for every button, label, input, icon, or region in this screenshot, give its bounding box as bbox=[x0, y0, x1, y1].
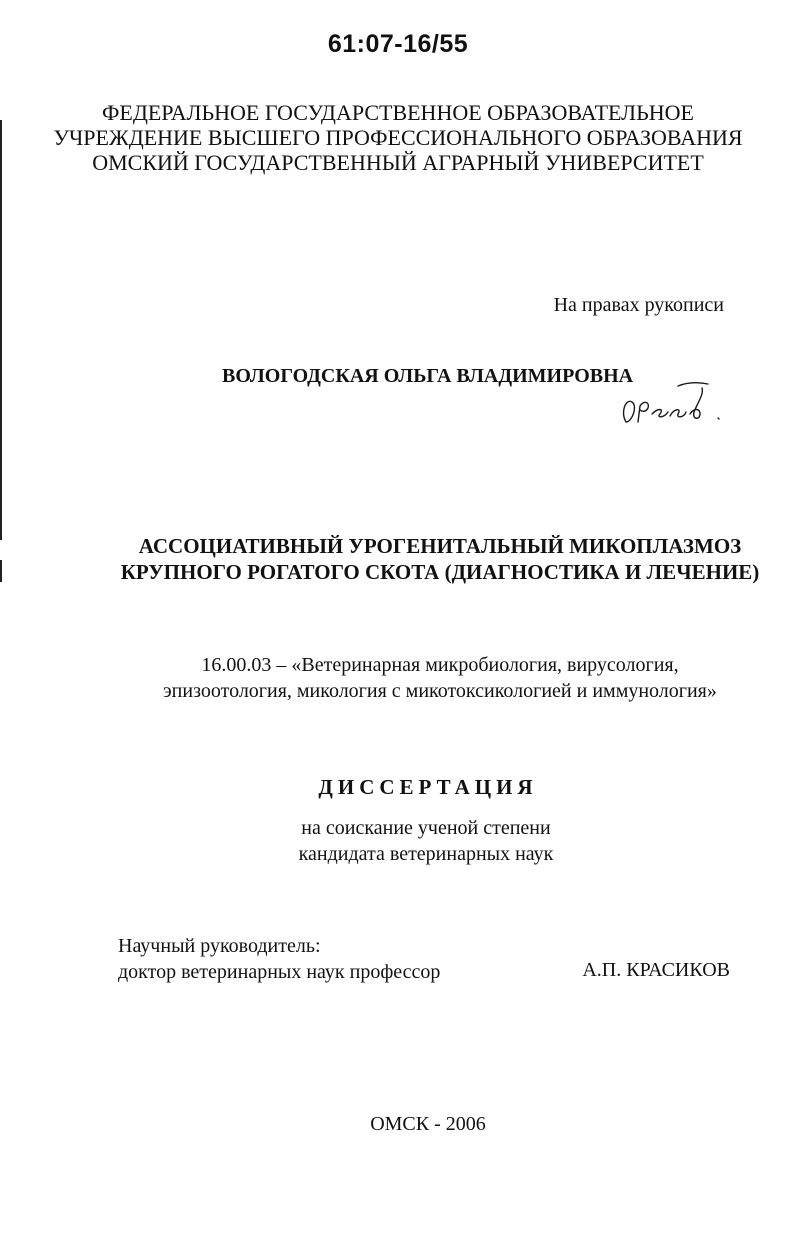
title-line: АССОЦИАТИВНЫЙ УРОГЕНИТАЛЬНЫЙ МИКОПЛАЗМОЗ bbox=[138, 534, 742, 558]
institution-line: ОМСКИЙ ГОСУДАРСТВЕННЫЙ АГРАРНЫЙ УНИВЕРСИТЕТ bbox=[92, 150, 704, 175]
advisor-rank: доктор ветеринарных наук профессор bbox=[118, 961, 441, 983]
institution-line: УЧРЕЖДЕНИЕ ВЫСШЕГО ПРОФЕССИОНАЛЬНОГО ОБРАЗОВАНИЯ bbox=[53, 125, 743, 150]
scan-edge-mark bbox=[0, 560, 2, 582]
catalog-number: 61:07-16/55 bbox=[327, 30, 469, 58]
specialty-line: 16.00.03 – «Ветеринарная микробиология, вирусология, bbox=[201, 654, 679, 676]
specialty-code bbox=[60, 652, 796, 704]
advisor-name: А.П. КРАСИКОВ bbox=[582, 959, 730, 981]
handwritten-signature bbox=[616, 372, 736, 432]
manuscript-note: На правах рукописи bbox=[553, 294, 724, 316]
dissertation-title bbox=[60, 533, 796, 585]
institution-line: ФЕДЕРАЛЬНОЕ ГОСУДАРСТВЕННОЕ ОБРАЗОВАТЕЛЬНОЕ bbox=[102, 100, 694, 125]
scan-edge-mark bbox=[0, 120, 2, 540]
degree-line: на соискание ученой степени bbox=[301, 817, 551, 839]
document-type: ДИССЕРТАЦИЯ bbox=[318, 775, 538, 799]
advisor-label: Научный руководитель: bbox=[118, 935, 321, 957]
specialty-line: эпизоотология, микология с микотоксикологией и иммунология» bbox=[163, 680, 717, 702]
degree-line: кандидата ветеринарных наук bbox=[298, 843, 554, 865]
author-name: ВОЛОГОДСКАЯ ОЛЬГА ВЛАДИМИРОВНА bbox=[222, 365, 634, 387]
title-line: КРУПНОГО РОГАТОГО СКОТА (ДИАГНОСТИКА И ЛЕЧЕНИЕ) bbox=[120, 560, 760, 584]
advisor-block bbox=[118, 933, 440, 985]
city-year: ОМСК - 2006 bbox=[370, 1113, 486, 1135]
institution-name bbox=[0, 100, 796, 175]
degree-description bbox=[28, 815, 796, 867]
